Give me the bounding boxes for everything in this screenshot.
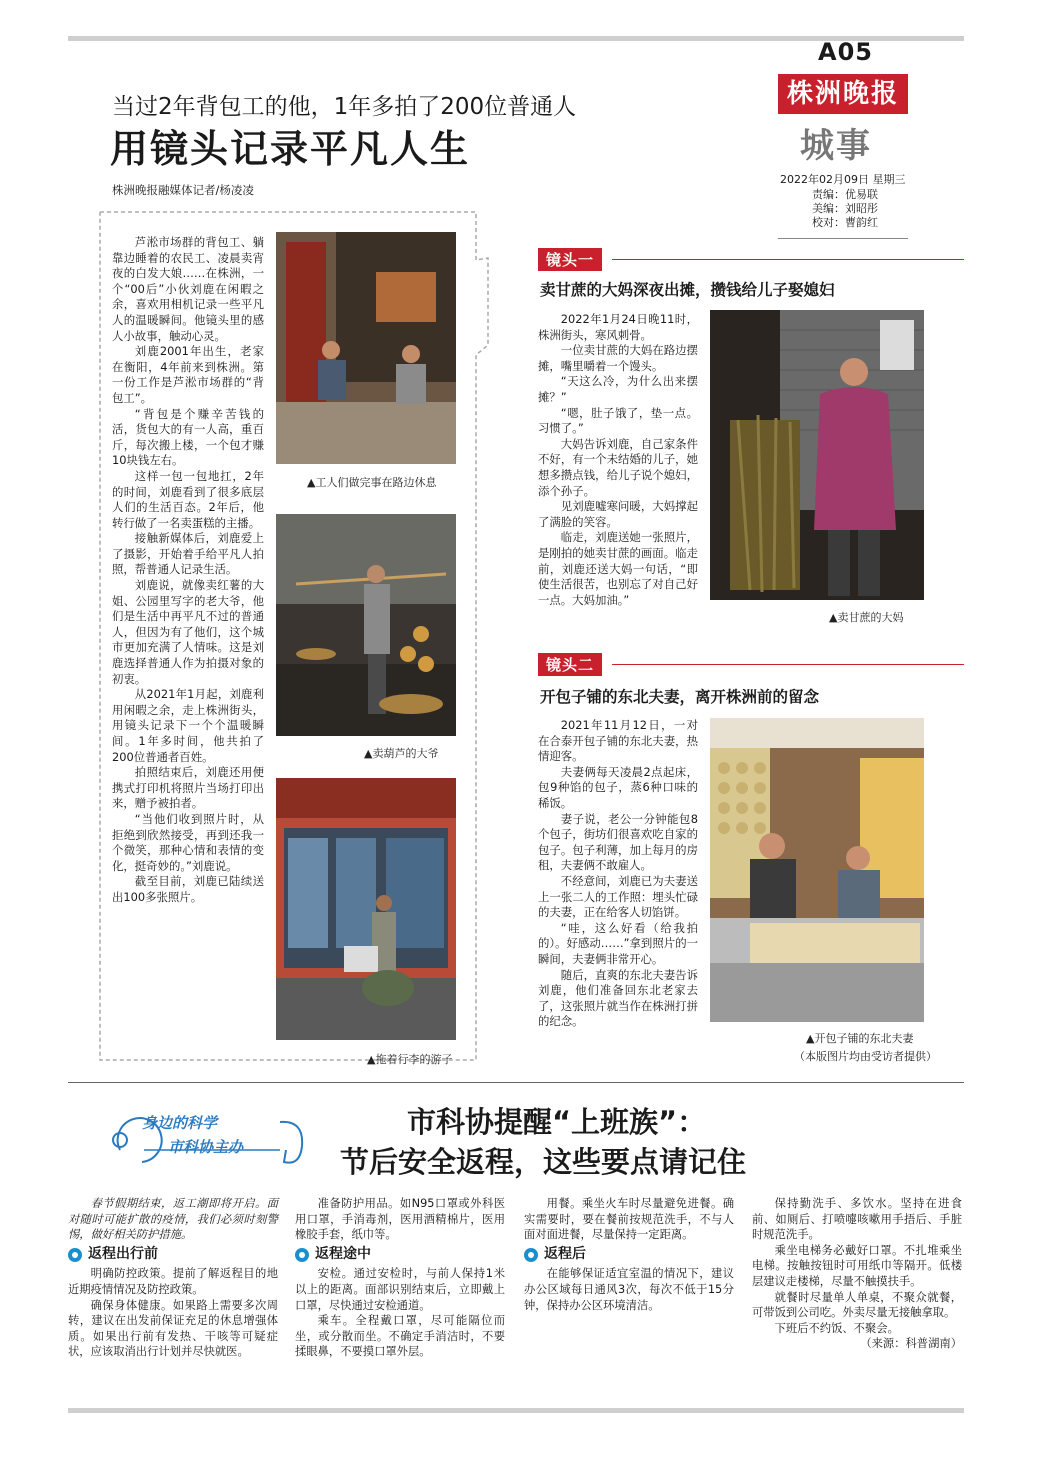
shot1-tag: 镜头一	[538, 248, 602, 271]
caption-traveler: ▲拖着行李的游子	[367, 1053, 453, 1066]
sec2-heading: 返程途中	[295, 1247, 505, 1263]
science-col2: 准备防护用品。如N95口罩或外科医用口罩，手消毒剂，医用酒精棉片，医用橡胶手套，纸巾等。 返程途中 安检。通过安检时，与前人保持1米以上的距离。面部识别结束后，立即戴上口罩，尽快通过安检通道。 乘车。全程戴口罩，尽可能隔位而坐，或分散而坐。不确定手消洁时，不要揉眼鼻，不要摸口罩外层。	[295, 1197, 505, 1359]
shot2-rule	[612, 664, 964, 665]
bottom-rule	[68, 1408, 964, 1413]
shot2-body: 2021年11月12日，一对在合泰开包子铺的东北夫妻，热情迎客。 夫妻俩每天凌晨2点起床，包9种馅的包子，蒸6种口味的稀饭。 妻子说，老公一分钟能包8个包子，街坊们很喜欢吃自家的包子。包子利薄，加上每月的房租，夫妻俩不敢雇人。 不经意间，刘鹿已为夫妻送上一张二人的工作照：埋头忙碌的夫妻，正在给客人切馅饼。 “哇，这么好看（给我拍的）。好感动……”拿到照片的一瞬间，夫妻俩非常开心。 随后，直爽的东北夫妻告诉刘鹿，他们准备回东北老家去了，这张照片就当作在株洲打拼的纪念。	[538, 718, 698, 1029]
science-logo-line2: 市科协主办	[168, 1138, 244, 1156]
caption-sugarcane: ▲卖甘蔗的大妈	[829, 611, 904, 624]
photo-gourd-seller	[276, 514, 456, 736]
science-headline2: 节后安全返程，这些要点请记住	[340, 1145, 747, 1179]
shot1-rule	[612, 259, 964, 260]
page-number: A05	[818, 38, 873, 66]
science-headline1: 市科协提醒“上班族”：	[407, 1105, 707, 1139]
paper-logo: 株洲晚报	[778, 74, 908, 114]
caption-gourd: ▲卖葫芦的大爷	[364, 747, 439, 760]
science-logo-line1: 身边的科学	[142, 1114, 218, 1132]
section-name: 城事	[800, 126, 872, 166]
science-col3: 用餐。乘坐火车时尽量避免进餐。确实需要时，要在餐前按规范洗手，不与人面对面进餐，尽量保持一定距离。 返程后 在能够保证适宜室温的情况下，建议办公区域每日通风3次，每次不低于15分钟，保持办公区环境清洁。	[524, 1197, 734, 1312]
science-source: （来源：科普湖南）	[860, 1337, 962, 1351]
photo-credit: （本版图片均由受访者提供）	[794, 1050, 937, 1063]
sec3-heading: 返程后	[524, 1247, 734, 1263]
shot2-tag: 镜头二	[538, 653, 602, 676]
photo-bun-shop-couple	[710, 718, 924, 1022]
article-kicker: 当过2年背包工的他，1年多拍了200位普通人	[112, 94, 577, 120]
date-line: 2022年02月09日 星期三	[780, 173, 906, 186]
article-headline: 用镜头记录平凡人生	[110, 127, 471, 171]
caption-bun-shop: ▲开包子铺的东北夫妻	[806, 1032, 914, 1045]
caption-workers: ▲工人们做完事在路边休息	[307, 476, 437, 489]
photo-workers-resting	[276, 232, 456, 464]
sec1-dot-icon	[68, 1248, 82, 1262]
article-body-col1: 芦淞市场群的背包工、躺靠边睡着的农民工、凌晨卖宵夜的白发大娘……在株洲，一个“00后”小伙刘鹿在闲暇之余，喜欢用相机记录一些平凡人的温暖瞬间。他镜头里的感人小故事，触动心灵。 刘鹿2001年出生，老家在衡阳，4年前来到株洲。第一份工作是芦淞市场群的“背包工”。 “背包是个赚辛苦钱的活，货包大的有一人高，重百斤，每次搬上楼，一个包才赚10块钱左右。 这样一包一包地扛，2年的时间，刘鹿看到了很多底层人们的生活百态。2年后，他转行做了一名卖蛋糕的主播。 接触新媒体后，刘鹿爱上了摄影，开始着手给平凡人拍照，帮普通人记录生活。 刘鹿说，就像卖红薯的大姐、公园里写字的老大爷，他们是生活中再平凡不过的普通人，但因为有了他们，这个城市更加充满了人情味。这是刘鹿选择普通人作为拍摄对象的初衷。 从2021年1月起，刘鹿利用闲暇之余，走上株洲街头，用镜头记录下一个个温暖瞬间。1年多时间，他共拍了200位普通者百姓。 拍照结束后，刘鹿还用便携式打印机将照片当场打印出来，赠予被拍者。 “当他们收到照片时，从拒绝到欣然接受，再到还我一个微笑，那种心情和表情的变化，挺奇妙的。”刘鹿说。 截至目前，刘鹿已陆续送出100多张照片。	[112, 235, 264, 904]
proofreader-line: 校对：曹韵红	[812, 216, 878, 229]
photo-traveler	[276, 778, 456, 1040]
section-divider	[68, 1082, 964, 1083]
science-col1: 春节假期结束，返工潮即将开启。面对随时可能扩散的疫情，我们必须时刻警惕，做好相关防护措施。 返程出行前 明确防控政策。提前了解返程目的地近期疫情情况及防控政策。 确保身体健康。如果路上需要多次周转，建议在出发前保证充足的休息增强体质。如果出行前有发热、干咳等可疑症状，应该取消出行计划并尽快就医。	[68, 1197, 278, 1359]
shot1-title: 卖甘蔗的大妈深夜出摊，攒钱给儿子娶媳妇	[540, 281, 835, 299]
designer-line: 美编：刘昭彤	[812, 202, 878, 215]
science-logo	[90, 1110, 310, 1172]
article-byline: 株洲晚报融媒体记者/杨凌凌	[112, 183, 254, 197]
science-col4: 保持勤洗手、多饮水。坚持在进食前、如厕后、打喷嚏咳嗽用手捂后、手脏时规范洗手。 乘坐电梯务必戴好口罩。不扎堆乘坐电梯。按触按钮时可用纸巾等隔开。低楼层建议走楼梯，尽量不触摸扶手。 就餐时尽量单人单桌，不聚众就餐，可带饭到公司吃。外卖尽量无接触拿取。 下班后不约饭、不聚会。 （来源：科普湖南）	[752, 1197, 962, 1351]
shot1-body: 2022年1月24日晚11时，株洲街头，寒风刺骨。 一位卖甘蔗的大妈在路边摆摊，嘴里嚼着一个馒头。 “天这么冷，为什么出来摆摊？” “嗯，肚子饿了，垫一点。习惯了。” 大妈告诉刘鹿，自己家条件不好，有一个未结婚的儿子，她想多攒点钱，给儿子说个媳妇，添个孙子。 见刘鹿嘘寒问暖，大妈撑起了满脸的笑容。 临走，刘鹿送她一张照片，是刚拍的她卖甘蔗的画面。临走前，刘鹿还送大妈一句话，“即使生活很苦，也别忘了对自己好一点。大妈加油。”	[538, 312, 698, 607]
sec1-heading: 返程出行前	[68, 1247, 278, 1263]
shot2-title: 开包子铺的东北夫妻，离开株洲前的留念	[540, 688, 820, 706]
photo-sugarcane-seller	[710, 310, 924, 600]
sec3-dot-icon	[524, 1248, 538, 1262]
editor-line: 责编：优易联	[812, 188, 878, 201]
sec2-dot-icon	[295, 1248, 309, 1262]
